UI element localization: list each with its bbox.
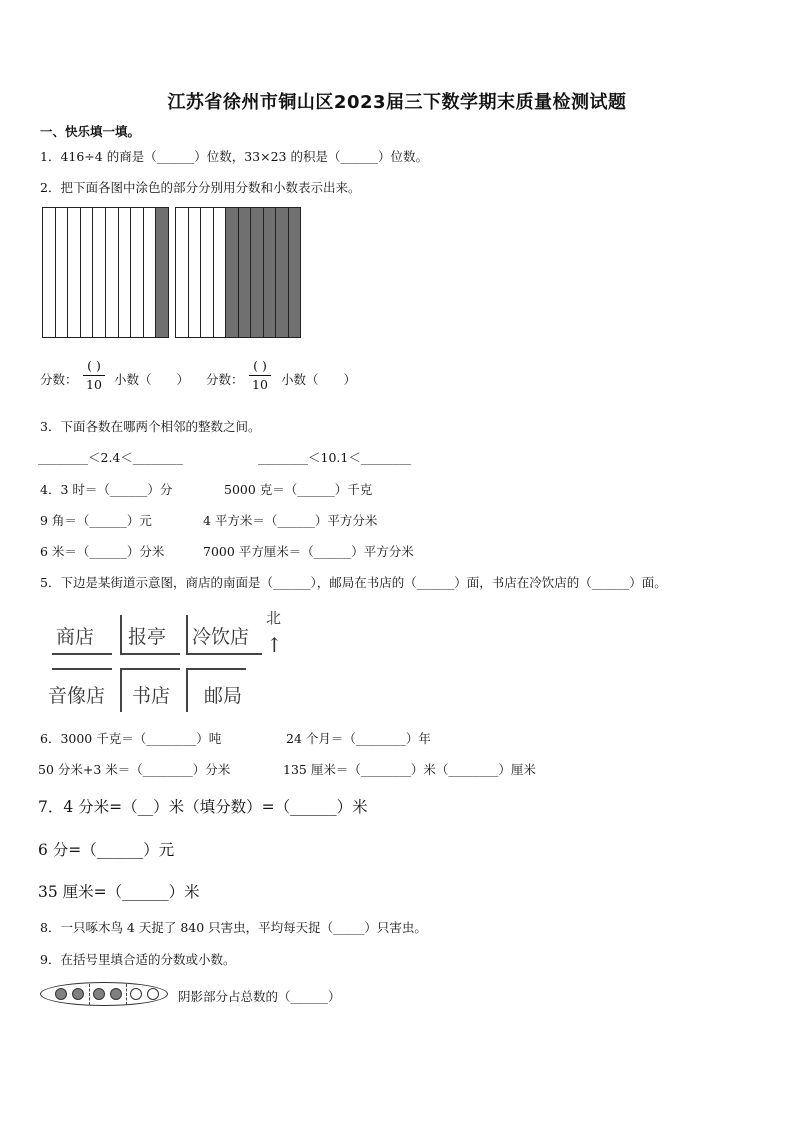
fraction-blank-1: ( ) 10 [83, 357, 105, 392]
section-heading: 一、快乐填一填。 [40, 124, 141, 139]
street-map [40, 605, 300, 720]
question-6a: 6．3000 千克＝（________）吨 [40, 731, 222, 746]
question-7b: 6 分=（______）元 [38, 841, 175, 859]
decimal-label-1: 小数（ ） [114, 372, 190, 387]
question-4d: 4 平方米＝（______）平方分米 [203, 513, 378, 528]
north-arrow-icon: ↑ [266, 633, 283, 657]
audio-video-shop-label: 音像店 [48, 685, 106, 707]
question-9: 9．在括号里填合适的分数或小数。 [40, 952, 236, 967]
question-5: 5．下边是某街道示意图，商店的南面是（______），邮局在书店的（______）面，书店在冷饮店的（______）面。 [40, 575, 667, 590]
question-3a: ________＜2.4＜________ [38, 450, 183, 465]
newsstand-label: 报亭 [128, 626, 167, 648]
question-1: 1．416÷4 的商是（______）位数，33×23 的积是（______）位数。 [40, 149, 428, 164]
fraction-blank-2: ( ) 10 [249, 357, 271, 392]
bookstore-label: 书店 [132, 685, 171, 707]
question-4f: 7000 平方厘米＝（______）平方分米 [203, 544, 414, 559]
shaded-dot [55, 988, 67, 1000]
question-9-caption: 阴影部分占总数的（______） [178, 989, 341, 1004]
shaded-dot [93, 988, 105, 1000]
empty-dot [130, 988, 142, 1000]
question-3: 3．下面各数在哪两个相邻的整数之间。 [40, 419, 261, 434]
question-6b: 24 个月＝（________）年 [286, 731, 431, 746]
shop-label: 商店 [56, 626, 95, 648]
question-4e: 6 米＝（______）分米 [40, 544, 165, 559]
post-office-label: 邮局 [204, 685, 243, 707]
shaded-dot [72, 988, 84, 1000]
question-4b: 5000 克＝（______）千克 [224, 482, 373, 497]
question-4a: 4．3 时＝（______）分 [40, 482, 173, 497]
question-7c: 35 厘米=（______）米 [38, 883, 200, 901]
question-6c: 50 分米+3 米＝（________）分米 [38, 762, 231, 777]
dots-ellipse [40, 982, 168, 1006]
question-8: 8．一只啄木鸟 4 天捉了 840 只害虫，平均每天捉（_____）只害虫。 [40, 920, 427, 935]
question-2: 2．把下面各图中涂色的部分分别用分数和小数表示出来。 [40, 180, 361, 195]
question-4c: 9 角＝（______）元 [40, 513, 152, 528]
fraction-grid-1 [42, 207, 169, 338]
question-3b: ________＜10.1＜________ [258, 450, 411, 465]
cold-drink-shop-label: 冷饮店 [192, 626, 250, 648]
decimal-label-2: 小数（ ） [281, 372, 357, 387]
empty-dot [147, 988, 159, 1000]
shaded-dot [110, 988, 122, 1000]
question-6d: 135 厘米＝（________）米（________）厘米 [283, 762, 536, 777]
fraction-label-2: 分数： [206, 372, 244, 387]
question-7a: 7．4 分米=（__）米（填分数）=（______）米 [38, 798, 368, 816]
fraction-grid-2 [175, 207, 301, 338]
page-title: 江苏省徐州市铜山区2023届三下数学期末质量检测试题 [167, 92, 627, 113]
north-label: 北 [266, 609, 282, 627]
fraction-label-1: 分数： [40, 372, 78, 387]
